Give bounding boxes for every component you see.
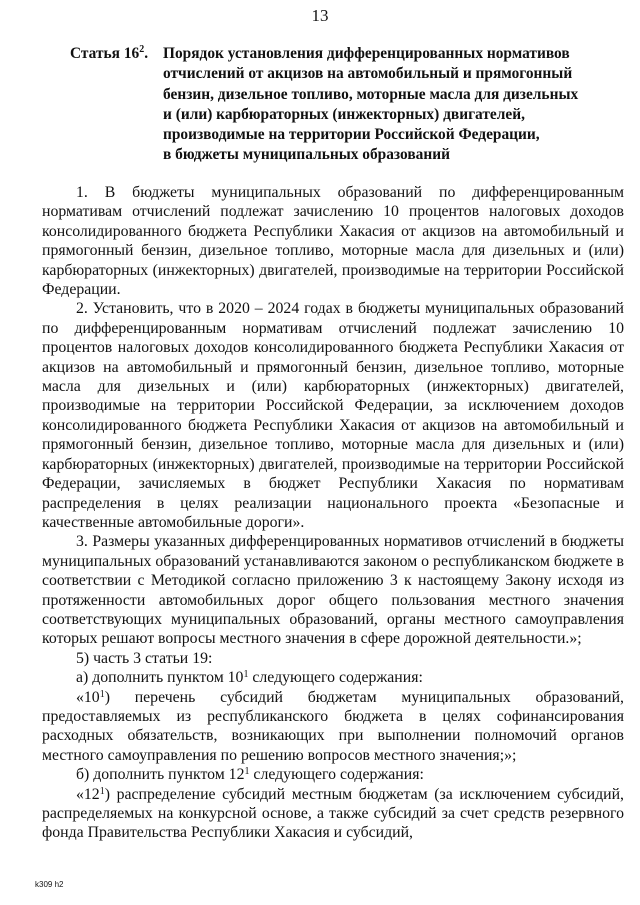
article-title-line: и (или) карбюраторных (инжекторных) двигателей,: [163, 105, 525, 123]
article-title-line: Порядок установления дифференцированных нормативов: [163, 45, 570, 62]
article-heading: [70, 44, 630, 166]
paragraph-part-1: 1. В бюджеты муниципальных образований по дифференцированным нормативам отчислений подлежат зачислению 10 процентов налоговых доходов консолидированного бюджета Республики Хакасия от акцизов на автомобильный и прямогонный бензин, дизельное топливо, моторные масла для дизельных и (или) карбюраторных (инжекторных) двигателей, производимые на территории Российской Федерации.: [42, 184, 624, 299]
quoted-10-1-text: ) перечень субсидий бюджетам муниципальных образований, предоставляемых из республиканского бюджета в целях софинансирования расходных обязательств, возникающих при выполнении полномочий органов местного самоуправления по решению вопросов местного значения;»;: [42, 688, 624, 764]
page-number: 13: [311, 6, 329, 25]
paragraph-part-2: 2. Установить, что в 2020 – 2024 годах в бюджеты муниципальных образований по дифференцированным нормативам отчислений подлежат зачислению 10 процентов налоговых доходов консолидированного бюджета Республики Хакасия от акцизов на автомобильный и прямогонный бензин, дизельное топливо, моторные масла для дизельных и (или) карбюраторных (инжекторных) двигателей, производимые на территории Российской Федерации, за исключением доходов консолидированного бюджета Республики Хакасия от акцизов на автомобильный и прямогонный бензин, дизельное топливо, моторные масла для дизельных и (или) карбюраторных (инжекторных) двигателей, производимые на территории Российской Федерации, зачисляемых в бюджет Республики Хакасия по нормативам распределения в целях реализации национального проекта «Безопасные и качественные автомобильные дороги».: [42, 300, 624, 531]
paragraph-quoted-10-1: [42, 688, 624, 766]
paragraph-quoted-12-1: [42, 785, 624, 843]
article-label-text: Статья 16: [70, 45, 140, 62]
document-body: [42, 183, 624, 843]
document-code: k309 h2: [35, 880, 64, 889]
article-title-line: в бюджеты муниципальных образований: [163, 146, 450, 164]
article-label: [70, 44, 148, 64]
paragraph-item-5: 5) часть 3 статьи 19:: [76, 649, 213, 667]
quoted-10-1-open: «10: [76, 688, 100, 706]
article-title: [163, 44, 630, 166]
article-title-line: бензин, дизельное топливо, моторные масла для дизельных: [163, 85, 579, 103]
quoted-12-1-open: «12: [76, 785, 100, 803]
article-label-superscript: 2: [139, 44, 145, 55]
subitem-a-text: а) дополнить пунктом 10: [76, 669, 244, 687]
subitem-a-superscript: 1: [243, 669, 249, 681]
article-title-line: отчислений от акцизов на автомобильный и прямогонный: [163, 65, 573, 83]
subitem-b-text: б) дополнить пунктом 12: [76, 766, 245, 784]
subitem-b-superscript: 1: [244, 766, 250, 778]
subitem-a-text-end: следующего содержания:: [248, 669, 423, 687]
subitem-b-text-end: следующего содержания:: [249, 766, 424, 784]
paragraph-part-3: 3. Размеры указанных дифференцированных нормативов отчислений в бюджеты муниципальных образований устанавливаются законом о республиканском бюджете в соответствии с Методикой согласно приложению 3 к настоящему Закону исходя из протяженности автомобильных дорог общего пользования местного значения соответствующих муниципальных образований, органы местного самоуправления которых решают вопросы местного значения в сфере дорожной деятельности.»;: [42, 533, 624, 648]
quoted-12-1-text: ) распределение субсидий местным бюджетам (за исключением субсидий, распределяемых на конкурсной основе, а также субсидий за счет средств резервного фонда Правительства Республики Хакасия и субсидий,: [42, 785, 624, 842]
quoted-10-1-superscript: 1: [99, 688, 105, 700]
article-label-dot: .: [144, 45, 149, 62]
quoted-12-1-superscript: 1: [99, 785, 105, 797]
article-title-line: производимые на территории Российской Федерации,: [163, 126, 540, 144]
paragraph-subitem-b: [42, 765, 624, 784]
paragraph-subitem-a: [42, 668, 624, 687]
